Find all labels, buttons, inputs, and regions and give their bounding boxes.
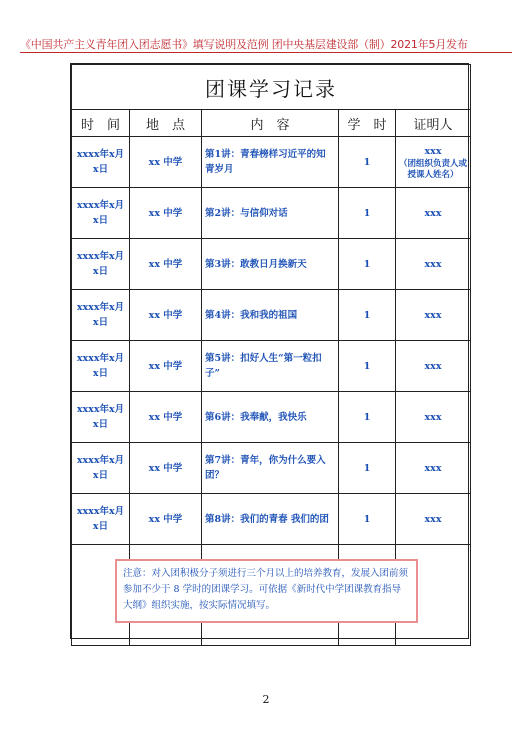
place-cell: xx 中学: [130, 137, 202, 188]
witness-cell: [396, 137, 471, 188]
content-cell: 第8讲：我们的青春 我们的团: [202, 494, 339, 545]
date-cell: xxxx年x月x日: [72, 392, 130, 443]
witness-cell: xxx: [396, 494, 471, 545]
content-cell: 第2讲：与信仰对话: [202, 188, 339, 239]
witness-cell: xxx: [396, 392, 471, 443]
column-header-witness: 证明人: [396, 110, 471, 137]
hours-cell: 1: [339, 392, 396, 443]
date-cell: xxxx年x月x日: [72, 443, 130, 494]
hours-cell: 1: [339, 290, 396, 341]
content-cell: 第4讲：我和我的祖国: [202, 290, 339, 341]
table-row: [72, 443, 471, 494]
table-row: [72, 392, 471, 443]
place-cell: xx 中学: [130, 443, 202, 494]
date-cell: xxxx年x月x日: [72, 239, 130, 290]
hours-cell: 1: [339, 239, 396, 290]
place-cell: xx 中学: [130, 239, 202, 290]
place-cell: xx 中学: [130, 290, 202, 341]
content-cell: 第6讲：我奉献，我快乐: [202, 392, 339, 443]
table-row: [72, 341, 471, 392]
date-cell: xxxx年x月x日: [72, 290, 130, 341]
table-row: [72, 494, 471, 545]
hours-cell: 1: [339, 341, 396, 392]
witness-cell: xxx: [396, 341, 471, 392]
column-header-row: [72, 110, 471, 137]
page-number: 2: [262, 693, 270, 706]
table-row: [72, 290, 471, 341]
witness-name: xxx: [424, 145, 442, 157]
column-header-time: 时 间: [72, 110, 130, 137]
date-cell: xxxx年x月x日: [72, 494, 130, 545]
hours-cell: 1: [339, 443, 396, 494]
witness-cell: xxx: [396, 188, 471, 239]
content-cell: 第7讲：青年，你为什么要入团？: [202, 443, 339, 494]
place-cell: xx 中学: [130, 392, 202, 443]
column-header-content: 内 容: [202, 110, 339, 137]
column-header-place: 地 点: [130, 110, 202, 137]
table-title: 团课学习记录: [72, 65, 471, 110]
fill-instructions-note: 注意：对入团积极分子须进行三个月以上的培养教育，发展入团前须参加不少于 8 学时的团课学习。可依据《新时代中学团课教育指导大纲》组织实施，按实际情况填写。: [115, 559, 418, 623]
hours-cell: 1: [339, 188, 396, 239]
content-cell: 第3讲：敢教日月换新天: [202, 239, 339, 290]
witness-cell: xxx: [396, 239, 471, 290]
witness-cell: xxx: [396, 443, 471, 494]
table-row: [72, 137, 471, 188]
content-cell: 第5讲：扣好人生“第一粒扣子”: [202, 341, 339, 392]
column-header-hours: 学 时: [339, 110, 396, 137]
place-cell: xx 中学: [130, 341, 202, 392]
hours-cell: 1: [339, 137, 396, 188]
study-record-form: [70, 63, 469, 639]
place-cell: xx 中学: [130, 494, 202, 545]
witness-cell: xxx: [396, 290, 471, 341]
date-cell: xxxx年x月x日: [72, 341, 130, 392]
document-header: 《中国共产主义青年团入团志愿书》填写说明及范例 团中央基层建设部（制）2021年5月发布: [20, 38, 468, 51]
hours-cell: 1: [339, 494, 396, 545]
content-cell: 第1讲：青春榜样习近平的知青岁月: [202, 137, 339, 188]
date-cell: xxxx年x月x日: [72, 137, 130, 188]
date-cell: xxxx年x月x日: [72, 188, 130, 239]
header-divider: [20, 52, 512, 53]
table-row: [72, 239, 471, 290]
witness-note: （团组织负责人或授课人姓名）: [399, 158, 468, 180]
place-cell: xx 中学: [130, 188, 202, 239]
table-row: [72, 188, 471, 239]
